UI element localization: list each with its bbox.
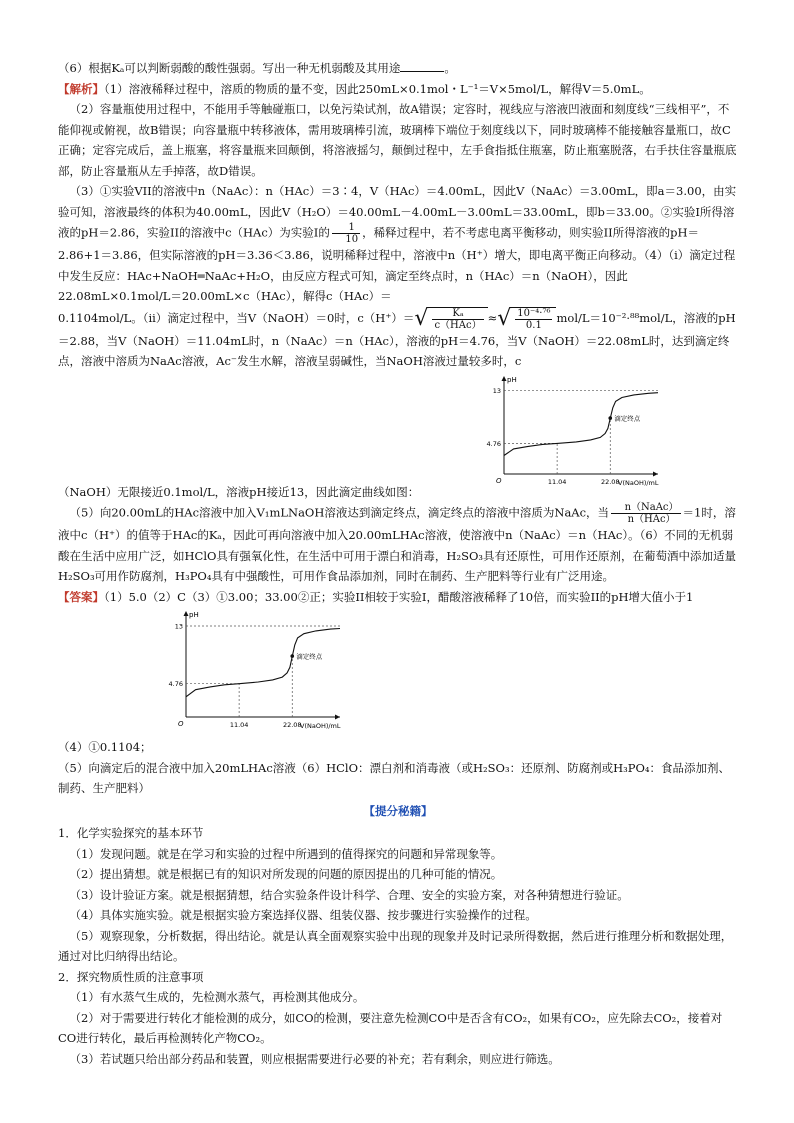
tips-1-3: （3）设计验证方案。就是根据猜想，结合实验条件设计科学、合理、安全的实验方案，对各种猜想进行验证。 <box>69 887 629 902</box>
fraction-naac-hac: $\frac{\text{n（NaAc）}}{\text{n（HAc）}}$ <box>611 502 680 525</box>
analysis-tag: 【解析】 <box>58 81 104 96</box>
sqrt-ka-over-c: √ $\frac{\text{Kₐ}}{\text{c（HAc）}}$ <box>414 307 487 331</box>
answer-blank <box>400 59 444 72</box>
endpoint-marker <box>608 416 612 420</box>
y-axis-label: pH <box>189 611 199 619</box>
titration-chart-1-container <box>476 372 666 494</box>
titration-curve <box>504 392 658 455</box>
x-tick-label: 11.04 <box>547 477 567 486</box>
y-tick-label: 13 <box>492 386 501 395</box>
y-axis-label: pH <box>507 375 517 384</box>
x-axis-label: V(NaOH)/mL <box>300 722 341 730</box>
answer-4: （4）①0.1104； <box>58 740 152 754</box>
sqrt-numeric: √ $\frac{\text{10⁻⁴·⁷⁶}}{0.1}$ <box>497 307 556 331</box>
analysis-4-cont: （NaOH）无限接近0.1mol/L，溶液pH接近13，因此滴定曲线如图： <box>58 484 420 499</box>
tips-1-4: （4）具体实施实验。就是根据实验方案选择仪器、组装仪器、按步骤进行实验操作的过程。 <box>69 908 537 922</box>
endpoint-annotation: 滴定终点 <box>296 652 323 661</box>
x-tick-label: 11.04 <box>229 721 249 729</box>
endpoint-marker <box>290 654 294 658</box>
question-6: （6）根据Kₐ可以判断弱酸的酸性强弱。写出一种无机弱酸及其用途 。 <box>58 61 456 75</box>
tips-2-1: （1）有水蒸气生成的，先检测水蒸气，再检测其他成分。 <box>69 990 365 1004</box>
tips-2-2: （2）对于需要进行转化才能检测的成分，如CO的检测，要注意先检测CO中是否含有CO₂，如果有CO₂，应先除去CO₂，接着对CO进行转化，最后再检测转化产物CO₂。 <box>58 1010 723 1045</box>
tips-1-5: （5）观察现象，分析数据，得出结论。就是认真全面观察实验中出现的现象并及时记录所得数据，然后进行推理分析和数据处理，通过对比归纳得出结论。 <box>58 928 733 963</box>
answer-5-6: （5）向滴定后的混合液中加入20mLHAc溶液（6）HClO：漂白剂和消毒液（或H₂SO₃：还原剂、防腐剂或H₃PO₄：食品添加剂、制药、生产肥料） <box>58 760 730 795</box>
origin-label: O <box>178 720 184 728</box>
analysis-1: 【解析】（1）溶液稀释过程中，溶质的物质的量不变，因此250mL×0.1mol・L⁻¹＝V×5mol/L，解得V＝5.0mL。 <box>58 81 651 96</box>
document-page <box>58 58 738 1069</box>
answer-1: 【答案】（1）5.0（2）C（3）①3.00；33.00②正；实验II相较于实验I，醋酸溶液稀释了10倍，而实验II的pH增大值小于1 <box>58 589 694 604</box>
titration-chart-2 <box>158 607 348 737</box>
y-tick-label: 13 <box>174 622 183 631</box>
tips-1-1: （1）发现问题。就是在学习和实验的过程中所遇到的值得探究的问题和异常现象等。 <box>69 846 503 861</box>
tips-heading-1: 1．化学实验探究的基本环节 <box>58 826 204 840</box>
section-title: 【提分秘籍】 <box>363 803 433 818</box>
titration-curve <box>186 629 340 697</box>
tips-2-3: （3）若试题只给出部分药品和装置，则应根据需要进行必要的补充；若有剩余，则应进行筛选。 <box>69 1051 560 1066</box>
x-axis-arrow <box>335 715 340 720</box>
endpoint-annotation: 滴定终点 <box>614 414 641 423</box>
y-tick-label: 4.76 <box>168 680 183 689</box>
x-axis-arrow <box>653 471 658 476</box>
analysis-2: （2）容量瓶使用过程中，不能用手等触碰瓶口，以免污染试剂，故A错误；定容时，视线应与溶液凹液面和刻度线“三线相平”，不能仰视或俯视，故B错误；向容量瓶中转移液体，需用玻璃棒引流，玻璃棒下端位于刻度线以下，同时玻璃棒不能接触容量瓶口，故C正确；定容完成后，盖上瓶塞，将容量瓶来回颠倒，将溶液摇匀，颠倒过程中，左手食指抵住瓶塞，防止瓶塞脱落，右手扶住容量瓶底部，防止容量瓶从左手掉落，故D错误。 <box>58 102 737 178</box>
x-tick-label: 22.08 <box>282 721 302 729</box>
analysis-4: 0.1104mol/L。（ii）滴定过程中，当V（NaOH）＝0时，c（H⁺）＝√ $\frac{\text{Kₐ}}{\text{c（HAc）}}$ ≈√ $\frac{\text{10⁻⁴·⁷⁶}}{0.1}$ mol/L＝10⁻²·⁸⁸mol/L，溶液的pH＝2.88，当V（NaOH）＝11.04mL时，n（NaAc）＝n（HAc），溶液的pH＝4.76，当V（NaOH）＝22.08mL时，达到滴定终点，溶液中溶质为NaAc溶液，Ac⁻发生水解，溶液呈弱碱性，当NaOH溶液过量较多时，c <box>58 305 736 368</box>
y-tick-label: 4.76 <box>486 439 501 448</box>
analysis-3: （3）①实验VII的溶液中n（NaAc）：n（HAc）＝3∶4，V（HAc）＝4.00mL，因此V（NaAc）＝3.00mL，即a＝3.00，由实验可知，溶液最终的体积为40.00mL，因此V（H₂O）＝40.00mL－4.00mL－3.00mL＝33.00mL，即b＝33.00。②实验I所得溶液的pH＝2.86，实验II的溶液中c（HAc）为实验I的 $\frac{1}{10}$ ，稀释过程中，若不考虑电离平衡移动，则实验II所得溶液的pH＝2.86+1＝3.86，但实际溶液的pH＝3.36＜3.86，说明稀释过程中，溶液中n（H⁺）增大，即电离平衡正向移动。（4）（i）滴定过程中发生反应：HAc+NaOH═NaAc+H₂O，由反应方程式可知，滴定至终点时，n（HAc）＝n（NaOH），因此22.08mL×0.1mol/L＝20.00mL×c（HAc），解得c（HAc）＝ <box>58 184 737 303</box>
y-axis-arrow <box>184 611 189 616</box>
fraction-one-tenth: $\frac{1}{10}$ <box>332 222 360 245</box>
titration-chart-1 <box>476 372 666 494</box>
x-tick-label: 22.08 <box>600 477 620 486</box>
x-axis-label: V(NaOH)/mL <box>618 478 659 487</box>
origin-label: O <box>496 476 502 485</box>
answer-tag: 【答案】 <box>58 589 104 604</box>
titration-chart-2-container <box>158 607 348 737</box>
analysis-5-6: （5）向20.00mL的HAc溶液中加入V₁mLNaOH溶液达到滴定终点，滴定终点的溶液中溶质为NaAc，当 $\frac{\text{n（NaAc）}}{\text{n（HAc）}}$ ＝1时，溶液中c（H⁺）的值等于HAc的Kₐ，因此可再向溶液中加入20.00mLHAc溶液，使溶液中n（NaAc）＝n（HAc）。（6）不同的无机弱酸在生活中应用广泛，如HClO具有强氧化性，在生活中可用于漂白和消毒，H₂SO₃具有还原性，可用作还原剂，在葡萄酒中添加适量H₂SO₃可用作防腐剂，H₃PO₄具有中强酸性，可用作食品添加剂，同时在制药、生产肥料等行业有广泛用途。 <box>58 502 736 583</box>
tips-1-2: （2）提出猜想。就是根据已有的知识对所发现的问题的原因提出的几种可能的情况。 <box>69 867 503 881</box>
y-axis-arrow <box>502 376 507 381</box>
tips-heading-2: 2．探究物质性质的注意事项 <box>58 969 204 984</box>
